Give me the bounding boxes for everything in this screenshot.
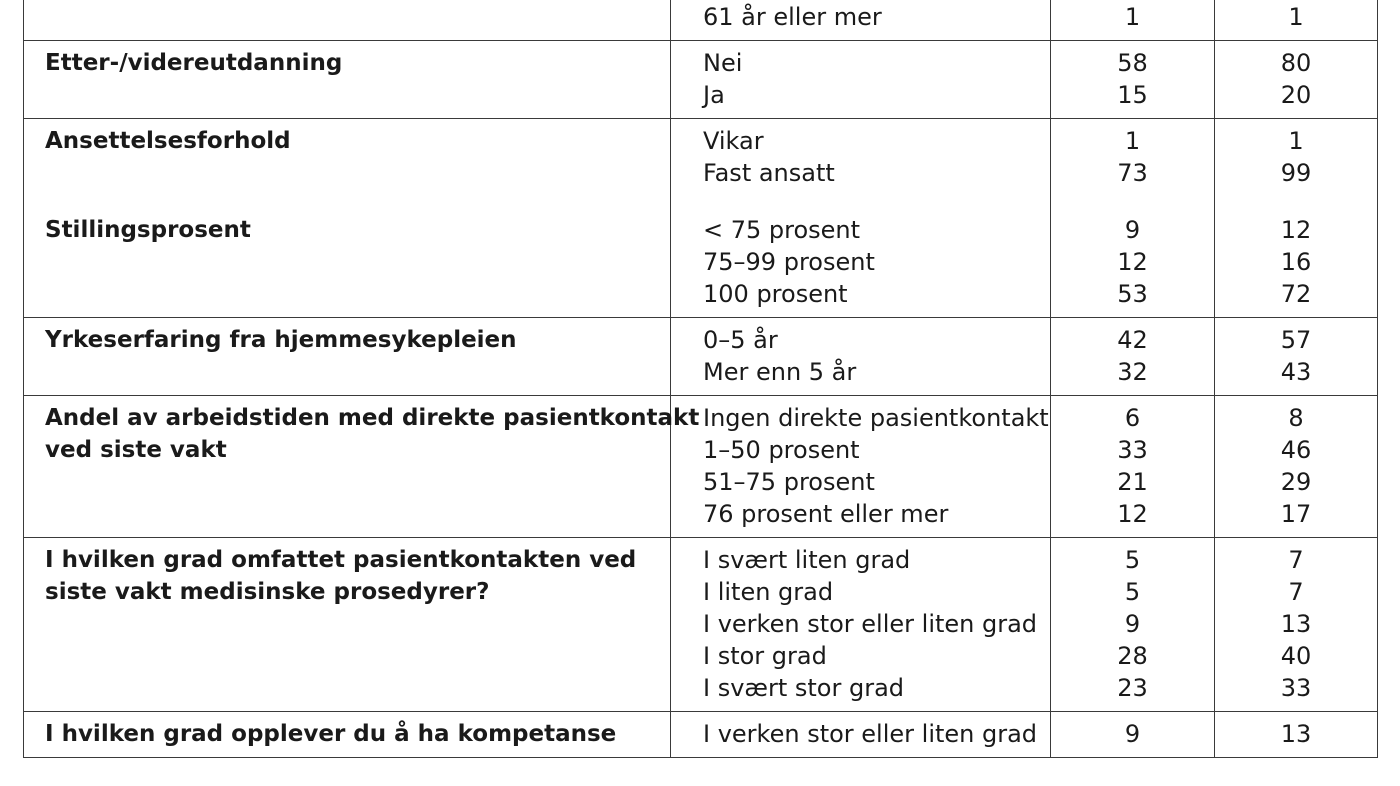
percent-cell-line: 17 — [1280, 500, 1312, 528]
count-cell-line: 32 — [1117, 358, 1148, 386]
data-table — [23, 0, 1378, 758]
category-cell-line: I svært stor grad — [703, 674, 905, 702]
count-cell-line: 9 — [1124, 720, 1141, 748]
percent-cell-line: 46 — [1280, 436, 1312, 464]
count-cell — [1051, 396, 1215, 538]
count-cell-line: 58 — [1117, 49, 1148, 77]
section-gap — [703, 189, 1050, 214]
category-cell-line: 75–99 prosent — [703, 248, 875, 276]
count-cell — [1051, 712, 1215, 758]
row-label — [24, 41, 671, 119]
percent-cell — [1215, 712, 1378, 758]
category-cell-line: 76 prosent eller mer — [703, 500, 949, 528]
table-row — [24, 0, 1378, 41]
count-cell-line: 12 — [1117, 248, 1148, 276]
count-cell-line: 53 — [1117, 280, 1148, 308]
label-spacer — [45, 672, 670, 704]
percent-cell-line: 7 — [1288, 578, 1304, 606]
row-label — [24, 0, 671, 41]
percent-cell — [1215, 119, 1378, 318]
category-cell-line: 1–50 prosent — [703, 436, 860, 464]
row-label-line: ved siste vakt — [45, 437, 227, 463]
category-cell-line: 100 prosent — [703, 280, 848, 308]
percent-cell — [1215, 538, 1378, 712]
category-cell-line: I verken stor eller liten grad — [703, 610, 1038, 638]
percent-cell-line: 20 — [1280, 81, 1312, 109]
category-cell-line: 61 år eller mer — [703, 3, 882, 31]
category-cell-line: Ingen direkte pasientkontakt — [703, 404, 1049, 432]
category-cell — [671, 712, 1051, 758]
row-label-line: Stillingsprosent — [45, 217, 251, 243]
label-spacer — [45, 356, 670, 388]
count-cell-line: 5 — [1124, 578, 1141, 606]
label-spacer — [45, 640, 670, 672]
row-label — [24, 318, 671, 396]
count-cell-line: 73 — [1117, 159, 1148, 187]
category-cell — [671, 0, 1051, 41]
percent-cell — [1215, 41, 1378, 119]
category-cell — [671, 538, 1051, 712]
percent-cell-line: 29 — [1280, 468, 1312, 496]
percent-cell-line: 13 — [1280, 720, 1312, 748]
row-label-line: siste vakt medisinske prosedyrer? — [45, 579, 490, 605]
category-cell-line: 51–75 prosent — [703, 468, 875, 496]
row-label — [24, 396, 700, 538]
section-gap — [45, 189, 670, 214]
label-spacer — [45, 79, 670, 111]
category-cell-line: < 75 prosent — [703, 216, 861, 244]
data-table-container — [23, 0, 1377, 758]
percent-cell-line: 7 — [1288, 546, 1304, 574]
category-cell-line: I svært liten grad — [703, 546, 911, 574]
percent-cell — [1215, 0, 1378, 41]
count-cell-line: 33 — [1117, 436, 1148, 464]
count-cell-line: 1 — [1124, 3, 1141, 31]
count-cell-line: 42 — [1117, 326, 1148, 354]
count-cell-line: 12 — [1117, 500, 1148, 528]
count-cell-line: 9 — [1124, 216, 1141, 244]
row-label — [24, 712, 671, 758]
label-spacer — [45, 608, 670, 640]
row-label-line: I hvilken grad opplever du å ha kompetanse — [45, 721, 617, 747]
percent-cell-line: 72 — [1280, 280, 1312, 308]
table-row — [24, 712, 1378, 758]
category-cell-line: Ja — [703, 81, 725, 109]
count-cell — [1051, 538, 1215, 712]
table-row — [24, 396, 1378, 538]
count-cell-line: 28 — [1117, 642, 1148, 670]
category-cell-line: 0–5 år — [703, 326, 778, 354]
percent-cell-line: 99 — [1280, 159, 1312, 187]
section-gap — [1215, 189, 1377, 214]
count-cell — [1051, 318, 1215, 396]
percent-cell-line: 57 — [1280, 326, 1312, 354]
percent-cell-line: 33 — [1280, 674, 1312, 702]
percent-cell-line: 13 — [1280, 610, 1312, 638]
row-label — [24, 538, 671, 712]
count-cell-line: 9 — [1124, 610, 1141, 638]
table-row — [24, 41, 1378, 119]
category-cell — [671, 318, 1051, 396]
category-cell-line: I liten grad — [703, 578, 834, 606]
category-cell — [671, 41, 1051, 119]
label-spacer — [45, 498, 670, 530]
row-label-line: Etter-/videreutdanning — [45, 50, 343, 76]
percent-cell — [1215, 396, 1378, 538]
category-cell — [671, 119, 1051, 318]
percent-cell-line: 1 — [1288, 127, 1304, 155]
category-cell-line: I verken stor eller liten grad — [703, 720, 1038, 748]
category-cell-line: Vikar — [703, 127, 764, 155]
category-cell — [671, 396, 1051, 538]
row-label-line: Yrkeserfaring fra hjemmesykepleien — [45, 327, 517, 353]
label-spacer — [45, 466, 670, 498]
table-row — [24, 318, 1378, 396]
percent-cell-line: 12 — [1280, 216, 1312, 244]
count-cell — [1051, 41, 1215, 119]
row-label — [24, 119, 671, 318]
count-cell-line: 6 — [1124, 404, 1141, 432]
count-cell-line: 5 — [1124, 546, 1141, 574]
category-cell-line: Fast ansatt — [703, 159, 835, 187]
label-spacer — [45, 157, 670, 189]
count-cell-line: 1 — [1124, 127, 1141, 155]
section-gap — [1051, 189, 1214, 214]
percent-cell-line: 1 — [1288, 3, 1304, 31]
category-cell-line: I stor grad — [703, 642, 827, 670]
table-row — [24, 119, 1378, 318]
count-cell-line: 15 — [1117, 81, 1148, 109]
percent-cell-line: 16 — [1280, 248, 1312, 276]
row-label-line — [45, 1, 670, 33]
table-row — [24, 538, 1378, 712]
category-cell-line: Mer enn 5 år — [703, 358, 857, 386]
row-label-line: Ansettelsesforhold — [45, 128, 291, 154]
count-cell — [1051, 119, 1215, 318]
row-label-line: I hvilken grad omfattet pasientkontakten ved — [45, 547, 637, 573]
count-cell-line: 21 — [1117, 468, 1148, 496]
count-cell-line: 23 — [1117, 674, 1148, 702]
count-cell — [1051, 0, 1215, 41]
table-body — [24, 0, 1378, 758]
percent-cell-line: 40 — [1280, 642, 1312, 670]
percent-cell-line: 80 — [1280, 49, 1312, 77]
category-cell-line: Nei — [703, 49, 743, 77]
percent-cell-line: 43 — [1280, 358, 1312, 386]
row-label-line: Andel av arbeidstiden med direkte pasientkontakt — [45, 405, 700, 431]
percent-cell — [1215, 318, 1378, 396]
percent-cell-line: 8 — [1288, 404, 1304, 432]
